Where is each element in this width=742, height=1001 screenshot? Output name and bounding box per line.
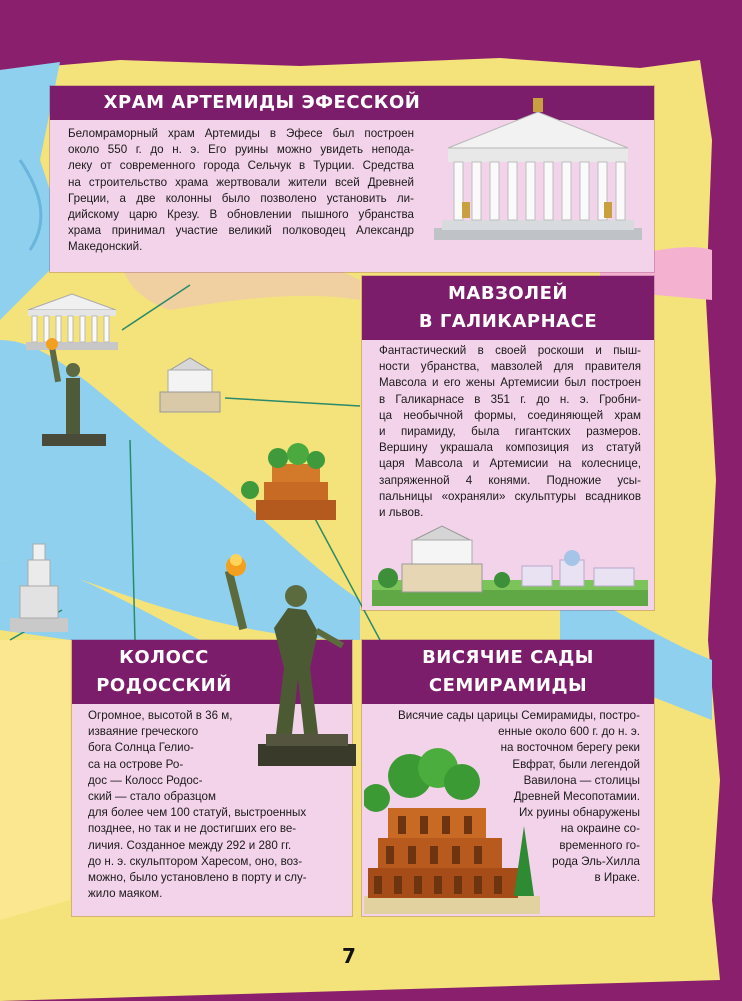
colossus-title-line-2: РОДОССКИЙ (96, 675, 232, 696)
gardens-title-line-1: ВИСЯЧИЕ САДЫ (422, 647, 594, 668)
map-mausoleum-icon (152, 356, 228, 416)
map-gardens-icon (236, 440, 346, 524)
colossus-illustration (214, 548, 360, 774)
artemis-title: ХРАМ АРТЕМИДЫ ЭФЕССКОЙ (50, 86, 654, 120)
mausoleum-title (362, 276, 654, 340)
map-lighthouse-icon (8, 538, 70, 634)
temple-of-artemis-illustration (428, 90, 648, 242)
hanging-gardens-illustration (364, 746, 540, 914)
gardens-text: Висячие сады царицы Семирамиды, постро- енные около 600 г. до н. э. на восточном берегу реки Евфрат, были легендой Вавилона — столицы Древней Месопотамии. Их руины обнаружены на окраине со- временного го- рода Эль-Хилла в Ираке. (398, 709, 640, 885)
colossus-text: Огромное, высотой в 36 м, изваяние греческого бога Солнца Гелио- са на острове Ро- дос — Колосс Родос- ский — стало образцом для более чем 100 статуй, выстроенных позднее, но так и не достигших его ве- личия. Созданное между 292 и 280 гг. до н. э. скульптором Харесом, оно, воз- можно, было установлено в порту и слу- жило маяком. (88, 709, 307, 901)
page-number: 7 (342, 944, 356, 968)
gardens-title (362, 640, 654, 704)
mausoleum-title-line-2: В ГАЛИКАРНАСЕ (418, 311, 598, 332)
map-colossus-icon (34, 338, 114, 448)
mausoleum-text: Фантастический в своей роскоши и пыш- ности убранства, мавзолей для правителя Мавсола и его жены Артемисии был построен в Галикарнасе в 351 г. до н. э. Гробни- ца необычной формы, соединяющей храм и пирамиду, была гигантских размеров. Вершину украшала композиция из статуй царя Мавсола и Артемисии на колеснице, запряженной 4 конями. Подножие усы- пальницы «охраняли» скульптуры всадников и львов. (379, 344, 641, 520)
mausoleum-illustration (372, 520, 648, 606)
mausoleum-title-line-1: МАВЗОЛЕЙ (448, 283, 568, 304)
colossus-title-line-1: КОЛОСС (119, 647, 209, 668)
gardens-title-line-2: СЕМИРАМИДЫ (428, 675, 588, 696)
artemis-text: Беломраморный храм Артемиды в Эфесе был построен около 550 г. до н. э. Его руины можно увидеть непода- леку от современного города Сельчук в Турции. Средства на строительство храма жертвовали жители всей Древней Греции, а две колонны было позволено установить ли- дийскому царю Крезу. В обновлении пышного убранства храма принимал участие великий полководец Александр Македонский. (68, 127, 414, 254)
